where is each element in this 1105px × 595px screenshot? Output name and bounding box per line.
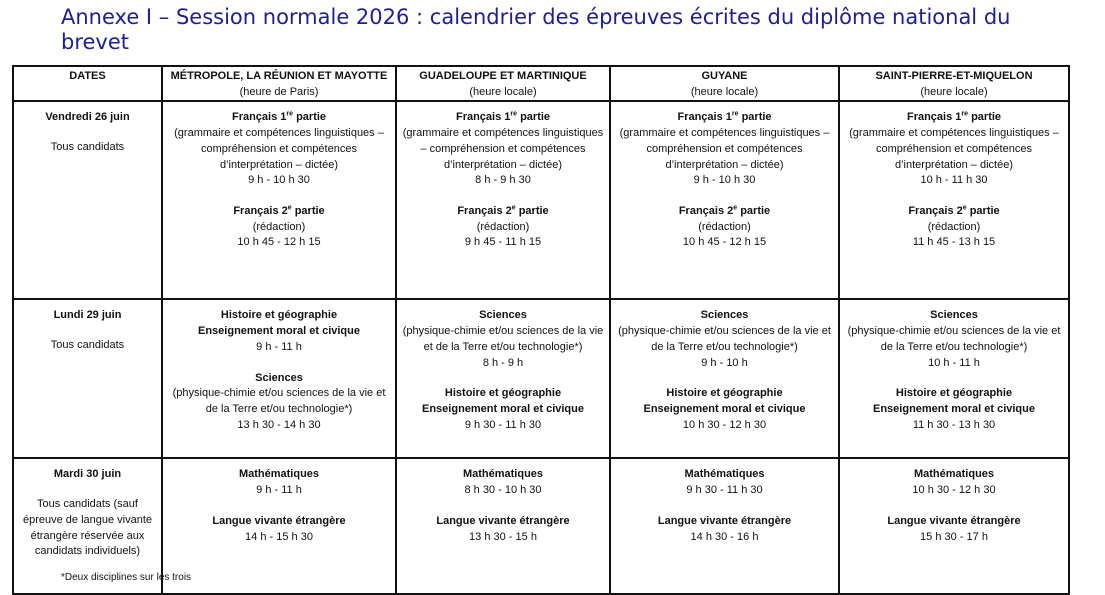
- header-guyane: GUYANE (heure locale): [610, 66, 839, 101]
- exam-calendar-table: [12, 65, 1070, 595]
- exam-cell: Français 1re partie (grammaire et compétences linguistiques – compréhension et compétences d’interprétation – dictée) 8 h - 9 h 30 Français 2e partie (rédaction) 9 h 45 - 11 h 15: [396, 101, 610, 299]
- exam-cell: Mathématiques 9 h - 11 h Langue vivante étrangère 14 h - 15 h 30: [162, 458, 396, 594]
- exam-cell: Français 1re partie (grammaire et compétences linguistiques – compréhension et compétences d’interprétation – dictée) 9 h - 10 h 30 Français 2e partie (rédaction) 10 h 45 - 12 h 15: [162, 101, 396, 299]
- header-metropole: MÉTROPOLE, LA RÉUNION ET MAYOTTE (heure de Paris): [162, 66, 396, 101]
- exam-cell: Sciences (physique-chimie et/ou sciences de la vie et de la Terre et/ou technologie*) 10 h - 11 h Histoire et géographie Enseignement moral et civique 11 h 30 - 13 h 30: [839, 299, 1069, 458]
- exam-title: Français 1re partie: [231, 110, 327, 124]
- exam-cell: Français 1re partie (grammaire et compétences linguistiques – compréhension et compétences d’interprétation – dictée) 10 h - 11 h 30 Français 2e partie (rédaction) 11 h 45 - 13 h 15: [839, 101, 1069, 299]
- header-guadeloupe: GUADELOUPE ET MARTINIQUE (heure locale): [396, 66, 610, 101]
- table-row: [13, 101, 1069, 299]
- date-cell: Lundi 29 juin Tous candidats: [13, 299, 162, 458]
- exam-cell: Mathématiques 8 h 30 - 10 h 30 Langue vivante étrangère 13 h 30 - 15 h: [396, 458, 610, 594]
- page-title: Annexe I – Session normale 2026 : calendrier des épreuves écrites du diplôme national du brevet: [61, 5, 1011, 54]
- header-spm: SAINT-PIERRE-ET-MIQUELON (heure locale): [839, 66, 1069, 101]
- header-row: [13, 66, 1069, 101]
- exam-cell: Mathématiques 9 h 30 - 11 h 30 Langue vivante étrangère 14 h 30 - 16 h: [610, 458, 839, 594]
- exam-cell: Histoire et géographie Enseignement moral et civique 9 h - 11 h Sciences (physique-chimie et/ou sciences de la vie et de la Terre et/ou technologie*) 13 h 30 - 14 h 30: [162, 299, 396, 458]
- exam-cell: Sciences (physique-chimie et/ou sciences de la vie et de la Terre et/ou technologie*) 9 h - 10 h Histoire et géographie Enseignement moral et civique 10 h 30 - 12 h 30: [610, 299, 839, 458]
- footnote: *Deux disciplines sur les trois: [61, 572, 192, 583]
- header-dates: DATES: [13, 66, 162, 101]
- table-row: [13, 299, 1069, 458]
- exam-cell: Mathématiques 10 h 30 - 12 h 30 Langue vivante étrangère 15 h 30 - 17 h: [839, 458, 1069, 594]
- exam-cell: Sciences (physique-chimie et/ou sciences de la vie et de la Terre et/ou technologie*) 8 h - 9 h Histoire et géographie Enseignement moral et civique 9 h 30 - 11 h 30: [396, 299, 610, 458]
- exam-cell: Français 1re partie (grammaire et compétences linguistiques – compréhension et compétences d’interprétation – dictée) 9 h - 10 h 30 Français 2e partie (rédaction) 10 h 45 - 12 h 15: [610, 101, 839, 299]
- date-cell: Mardi 30 juin Tous candidats (sauf épreuve de langue vivante étrangère réservée aux candidats individuels): [13, 458, 162, 594]
- date-cell: Vendredi 26 juin Tous candidats: [13, 101, 162, 299]
